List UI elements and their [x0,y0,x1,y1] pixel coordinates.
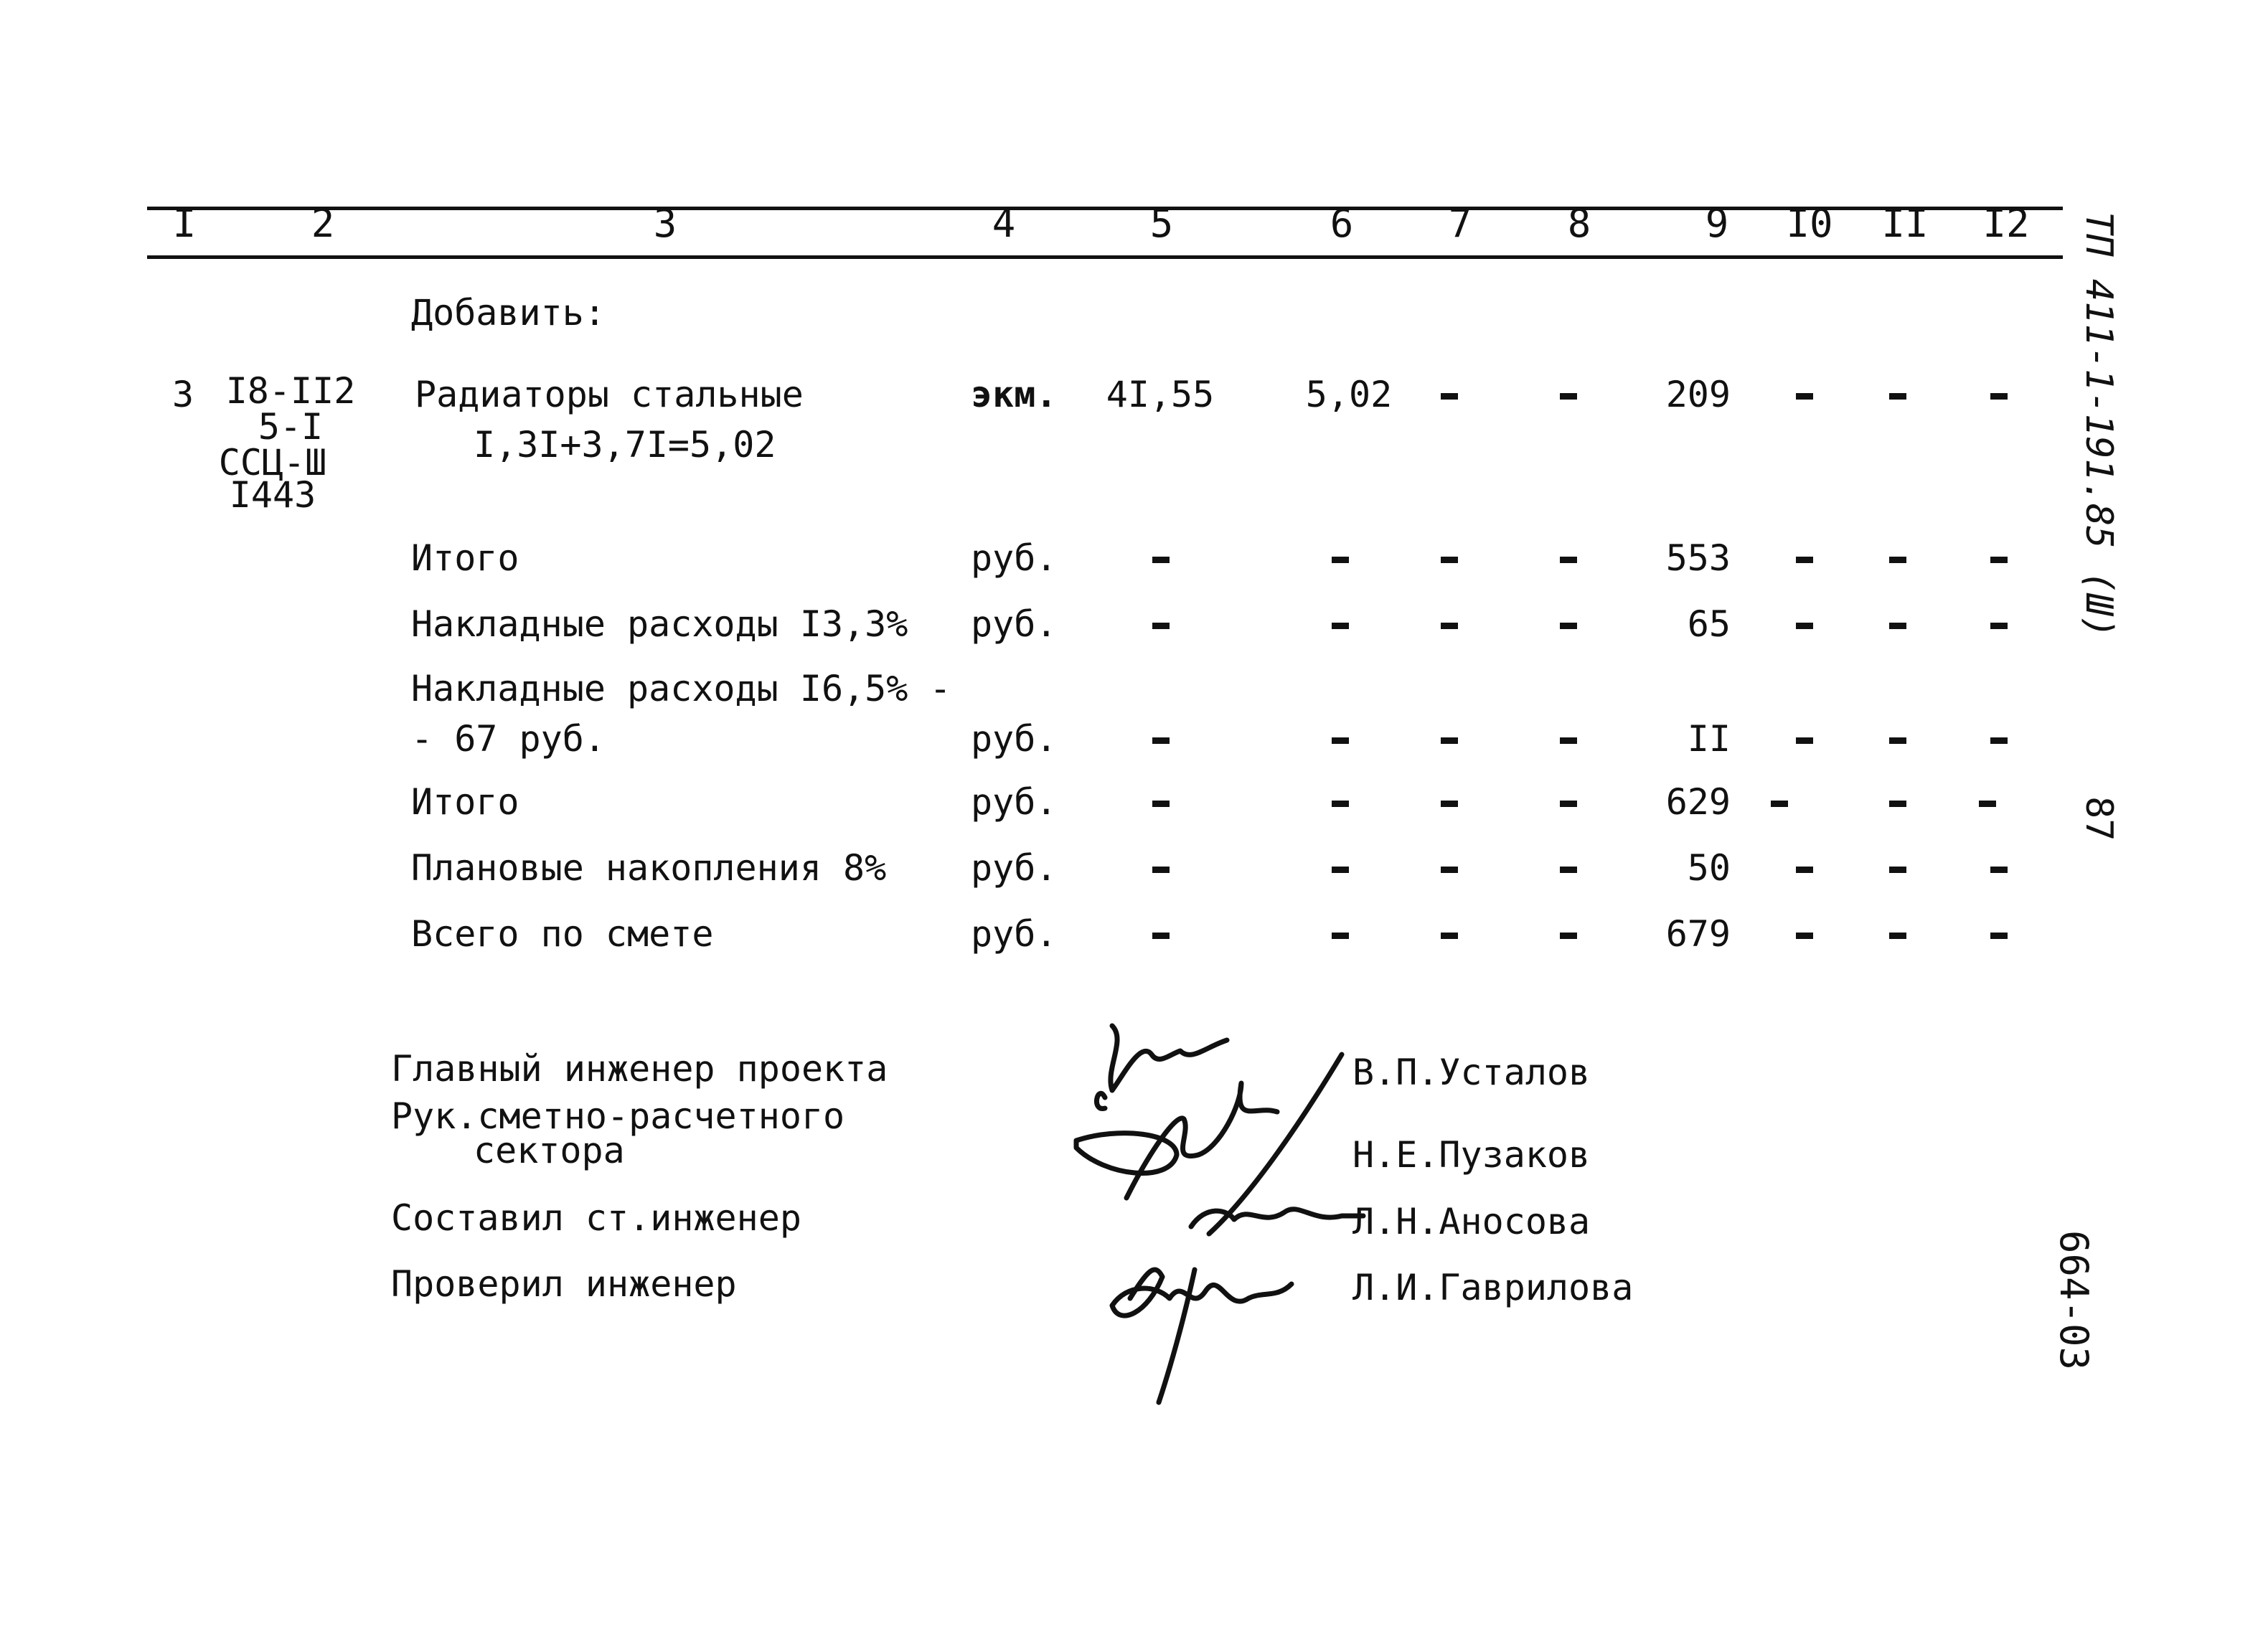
row-value: 629 [1665,781,1731,823]
document-code-vertical: ТП 411-1-191.85 (Ш) [2077,212,2120,638]
handwritten-signatures [1062,1011,1370,1413]
row-name: Всего по смете [411,913,714,955]
empty-cell-dash [1560,801,1577,807]
empty-cell-dash [1560,393,1577,400]
col-header-5: 5 [1149,201,1174,246]
row-unit: руб. [971,913,1058,955]
col-header-11: II [1881,201,1929,246]
signature-person: Н.Е.Пузаков [1352,1134,1591,1176]
item-unit-price: 5,02 [1305,374,1393,415]
col-header-7: 7 [1448,201,1472,246]
row-unit: руб. [971,781,1058,823]
row-unit: руб. [971,537,1058,579]
col-header-3: 3 [653,201,677,246]
signature-role-continued: сектора [474,1130,625,1171]
page-number-vertical: 87 [2077,796,2120,841]
empty-cell-dash [1560,737,1577,744]
empty-cell-dash [1441,933,1458,939]
empty-cell-dash [1889,393,1906,400]
empty-cell-dash [1152,623,1170,629]
empty-cell-dash [1332,737,1349,744]
empty-cell-dash [1889,737,1906,744]
empty-cell-dash [1796,623,1813,629]
empty-cell-dash [1990,737,2008,744]
empty-cell-dash [1560,933,1577,939]
col-header-10: I0 [1786,201,1833,246]
row-value: II [1687,718,1731,760]
empty-cell-dash [1979,801,1996,807]
empty-cell-dash [1152,557,1170,563]
item-unit: экм. [971,374,1058,415]
empty-cell-dash [1990,933,2008,939]
col-header-2: 2 [311,201,335,246]
signature-role: Проверил инженер [391,1263,737,1305]
empty-cell-dash [1889,623,1906,629]
empty-cell-dash [1152,933,1170,939]
row-unit: руб. [971,603,1058,645]
empty-cell-dash [1560,623,1577,629]
col-header-6: 6 [1330,201,1354,246]
empty-cell-dash [1152,801,1170,807]
table-header-rule [147,255,2063,259]
col-header-12: I2 [1982,201,2030,246]
item-code-2: 5-I [258,406,324,448]
row-value: 679 [1665,913,1731,955]
signature-person: Л.Н.Аносова [1352,1201,1591,1242]
row-name: Накладные расходы I6,5% - [411,668,951,709]
item-quantity: 4I,55 [1106,374,1215,415]
empty-cell-dash [1796,867,1813,873]
empty-cell-dash [1332,801,1349,807]
row-value: 65 [1687,603,1731,645]
row-value: 553 [1665,537,1731,579]
empty-cell-dash [1441,623,1458,629]
empty-cell-dash [1889,557,1906,563]
col-header-9: 9 [1705,201,1729,246]
item-total: 209 [1665,374,1731,415]
empty-cell-dash [1441,557,1458,563]
row-unit: руб. [971,718,1058,760]
empty-cell-dash [1441,393,1458,400]
section-title: Добавить: [411,292,606,334]
col-header-4: 4 [992,201,1016,246]
empty-cell-dash [1771,801,1788,807]
item-code-3: ССЦ-Ш [218,442,327,483]
col-header-8: 8 [1567,201,1591,246]
signature-person: Л.И.Гаврилова [1352,1267,1634,1308]
empty-cell-dash [1332,867,1349,873]
empty-cell-dash [1152,867,1170,873]
row-name: Итого [411,781,519,823]
empty-cell-dash [1441,801,1458,807]
empty-cell-dash [1990,557,2008,563]
empty-cell-dash [1990,623,2008,629]
table-top-rule [147,207,2063,210]
empty-cell-dash [1332,623,1349,629]
signature-role: Рук.сметно-расчетного [391,1095,845,1137]
empty-cell-dash [1889,933,1906,939]
empty-cell-dash [1441,867,1458,873]
empty-cell-dash [1796,933,1813,939]
row-value: 50 [1687,847,1731,889]
empty-cell-dash [1990,393,2008,400]
empty-cell-dash [1889,867,1906,873]
inventory-number-vertical: 664-03 [2051,1230,2097,1371]
empty-cell-dash [1796,393,1813,400]
empty-cell-dash [1332,933,1349,939]
empty-cell-dash [1990,867,2008,873]
item-name: Радиаторы стальные [415,374,804,415]
row-name-continued: - 67 руб. [411,718,606,760]
signature-role: Составил ст.инженер [391,1197,801,1239]
signature-person: В.П.Усталов [1352,1052,1591,1093]
row-name: Итого [411,537,519,579]
signature-role: Главный инженер проекта [391,1048,888,1090]
item-formula: I,3I+3,7I=5,02 [474,424,776,466]
row-unit: руб. [971,847,1058,889]
empty-cell-dash [1560,557,1577,563]
empty-cell-dash [1332,557,1349,563]
col-header-1: I [172,201,197,246]
item-code-4: I443 [229,474,316,516]
item-code-1: I8-II2 [225,370,356,412]
empty-cell-dash [1560,867,1577,873]
empty-cell-dash [1441,737,1458,744]
item-number: 3 [172,374,194,415]
empty-cell-dash [1796,557,1813,563]
empty-cell-dash [1889,801,1906,807]
empty-cell-dash [1152,737,1170,744]
row-name: Накладные расходы I3,3% [411,603,908,645]
empty-cell-dash [1796,737,1813,744]
row-name: Плановые накопления 8% [411,847,887,889]
